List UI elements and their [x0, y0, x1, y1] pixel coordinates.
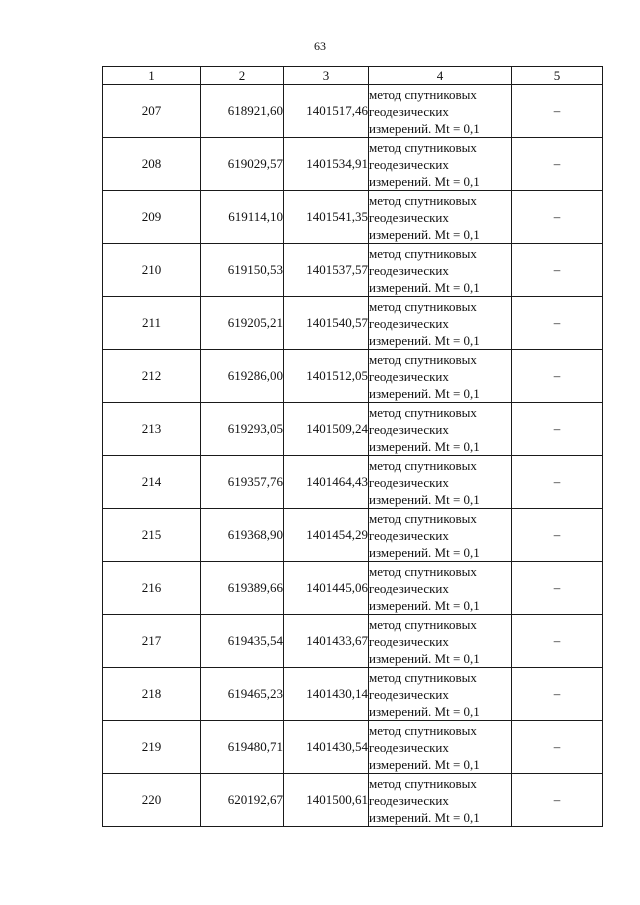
method-line: геодезических: [369, 315, 449, 331]
method-line: геодезических: [369, 792, 449, 808]
method-line: измерений. Mt = 0,1: [369, 226, 480, 242]
column-header: 3: [284, 67, 369, 85]
method-line: геодезических: [369, 580, 449, 596]
page-number: 63: [314, 39, 326, 53]
method-cell: [369, 774, 512, 827]
y-coordinate-cell: 1401517,46: [284, 85, 369, 138]
method-cell: [369, 297, 512, 350]
y-coordinate-cell: 1401534,91: [284, 138, 369, 191]
y-coordinate-cell: 1401541,35: [284, 191, 369, 244]
method-line: геодезических: [369, 686, 449, 702]
x-coordinate-cell: 619368,90: [201, 509, 284, 562]
point-number-cell: 220: [103, 774, 201, 827]
method-line: измерений. Mt = 0,1: [369, 597, 480, 613]
method-cell: [369, 244, 512, 297]
table-row: [103, 138, 603, 191]
method-line: геодезических: [369, 421, 449, 437]
point-number-cell: 215: [103, 509, 201, 562]
column-header: 1: [103, 67, 201, 85]
point-number-cell: 212: [103, 350, 201, 403]
table-row: [103, 509, 603, 562]
method-line: метод спутниковых: [369, 404, 477, 420]
point-number-cell: 219: [103, 721, 201, 774]
y-coordinate-cell: 1401537,57: [284, 244, 369, 297]
table-row: [103, 615, 603, 668]
method-line: метод спутниковых: [369, 722, 477, 738]
y-coordinate-cell: 1401540,57: [284, 297, 369, 350]
x-coordinate-cell: 619389,66: [201, 562, 284, 615]
column-5-cell: –: [512, 721, 603, 774]
y-coordinate-cell: 1401433,67: [284, 615, 369, 668]
point-number-cell: 214: [103, 456, 201, 509]
method-cell: [369, 456, 512, 509]
table-row: [103, 774, 603, 827]
method-line: геодезических: [369, 262, 449, 278]
x-coordinate-cell: 619435,54: [201, 615, 284, 668]
method-cell: [369, 615, 512, 668]
column-5-cell: –: [512, 403, 603, 456]
method-line: метод спутниковых: [369, 669, 477, 685]
method-line: геодезических: [369, 527, 449, 543]
method-line: измерений. Mt = 0,1: [369, 385, 480, 401]
method-line: измерений. Mt = 0,1: [369, 650, 480, 666]
point-number-cell: 217: [103, 615, 201, 668]
y-coordinate-cell: 1401509,24: [284, 403, 369, 456]
point-number-cell: 207: [103, 85, 201, 138]
column-5-cell: –: [512, 615, 603, 668]
x-coordinate-cell: 619480,71: [201, 721, 284, 774]
y-coordinate-cell: 1401500,61: [284, 774, 369, 827]
column-header: 5: [512, 67, 603, 85]
column-5-cell: –: [512, 668, 603, 721]
method-cell: [369, 191, 512, 244]
method-line: геодезических: [369, 209, 449, 225]
method-line: метод спутниковых: [369, 192, 477, 208]
column-5-cell: –: [512, 509, 603, 562]
method-line: измерений. Mt = 0,1: [369, 756, 480, 772]
table-row: [103, 668, 603, 721]
column-header: 2: [201, 67, 284, 85]
method-line: измерений. Mt = 0,1: [369, 332, 480, 348]
column-5-cell: –: [512, 85, 603, 138]
table-row: [103, 562, 603, 615]
method-line: метод спутниковых: [369, 298, 477, 314]
x-coordinate-cell: 619293,05: [201, 403, 284, 456]
column-5-cell: –: [512, 138, 603, 191]
method-cell: [369, 668, 512, 721]
table-row: [103, 244, 603, 297]
method-line: геодезических: [369, 739, 449, 755]
method-line: измерений. Mt = 0,1: [369, 491, 480, 507]
point-number-cell: 209: [103, 191, 201, 244]
point-number-cell: 208: [103, 138, 201, 191]
x-coordinate-cell: 619150,53: [201, 244, 284, 297]
method-line: измерений. Mt = 0,1: [369, 438, 480, 454]
x-coordinate-cell: 619029,57: [201, 138, 284, 191]
column-header: 4: [369, 67, 512, 85]
table-row: [103, 297, 603, 350]
method-line: измерений. Mt = 0,1: [369, 173, 480, 189]
table-row: [103, 350, 603, 403]
table-header-row: [103, 67, 603, 85]
method-line: метод спутниковых: [369, 351, 477, 367]
y-coordinate-cell: 1401464,43: [284, 456, 369, 509]
point-number-cell: 218: [103, 668, 201, 721]
method-cell: [369, 721, 512, 774]
y-coordinate-cell: 1401512,05: [284, 350, 369, 403]
table-body: [103, 85, 603, 827]
y-coordinate-cell: 1401454,29: [284, 509, 369, 562]
method-line: метод спутниковых: [369, 139, 477, 155]
column-5-cell: –: [512, 297, 603, 350]
y-coordinate-cell: 1401430,54: [284, 721, 369, 774]
method-line: измерений. Mt = 0,1: [369, 809, 480, 825]
table-row: [103, 191, 603, 244]
method-line: геодезических: [369, 103, 449, 119]
method-line: метод спутниковых: [369, 775, 477, 791]
table-row: [103, 85, 603, 138]
table-row: [103, 456, 603, 509]
column-5-cell: –: [512, 191, 603, 244]
point-number-cell: 216: [103, 562, 201, 615]
method-line: метод спутниковых: [369, 245, 477, 261]
point-number-cell: 210: [103, 244, 201, 297]
table-row: [103, 721, 603, 774]
method-line: геодезических: [369, 156, 449, 172]
x-coordinate-cell: 619465,23: [201, 668, 284, 721]
x-coordinate-cell: 619114,10: [201, 191, 284, 244]
method-cell: [369, 350, 512, 403]
method-line: геодезических: [369, 368, 449, 384]
method-line: геодезических: [369, 633, 449, 649]
method-cell: [369, 562, 512, 615]
x-coordinate-cell: 619205,21: [201, 297, 284, 350]
column-5-cell: –: [512, 350, 603, 403]
method-cell: [369, 509, 512, 562]
column-5-cell: –: [512, 562, 603, 615]
y-coordinate-cell: 1401430,14: [284, 668, 369, 721]
point-number-cell: 211: [103, 297, 201, 350]
column-5-cell: –: [512, 456, 603, 509]
y-coordinate-cell: 1401445,06: [284, 562, 369, 615]
method-line: измерений. Mt = 0,1: [369, 544, 480, 560]
x-coordinate-cell: 619286,00: [201, 350, 284, 403]
method-line: геодезических: [369, 474, 449, 490]
method-line: метод спутниковых: [369, 616, 477, 632]
method-line: измерений. Mt = 0,1: [369, 120, 480, 136]
method-line: метод спутниковых: [369, 86, 477, 102]
x-coordinate-cell: 620192,67: [201, 774, 284, 827]
method-line: метод спутниковых: [369, 510, 477, 526]
method-cell: [369, 138, 512, 191]
point-number-cell: 213: [103, 403, 201, 456]
coordinates-table: [102, 66, 603, 827]
x-coordinate-cell: 619357,76: [201, 456, 284, 509]
method-line: измерений. Mt = 0,1: [369, 279, 480, 295]
table-row: [103, 403, 603, 456]
method-line: метод спутниковых: [369, 563, 477, 579]
method-line: метод спутниковых: [369, 457, 477, 473]
column-5-cell: –: [512, 774, 603, 827]
method-cell: [369, 403, 512, 456]
method-cell: [369, 85, 512, 138]
method-line: измерений. Mt = 0,1: [369, 703, 480, 719]
column-5-cell: –: [512, 244, 603, 297]
x-coordinate-cell: 618921,60: [201, 85, 284, 138]
